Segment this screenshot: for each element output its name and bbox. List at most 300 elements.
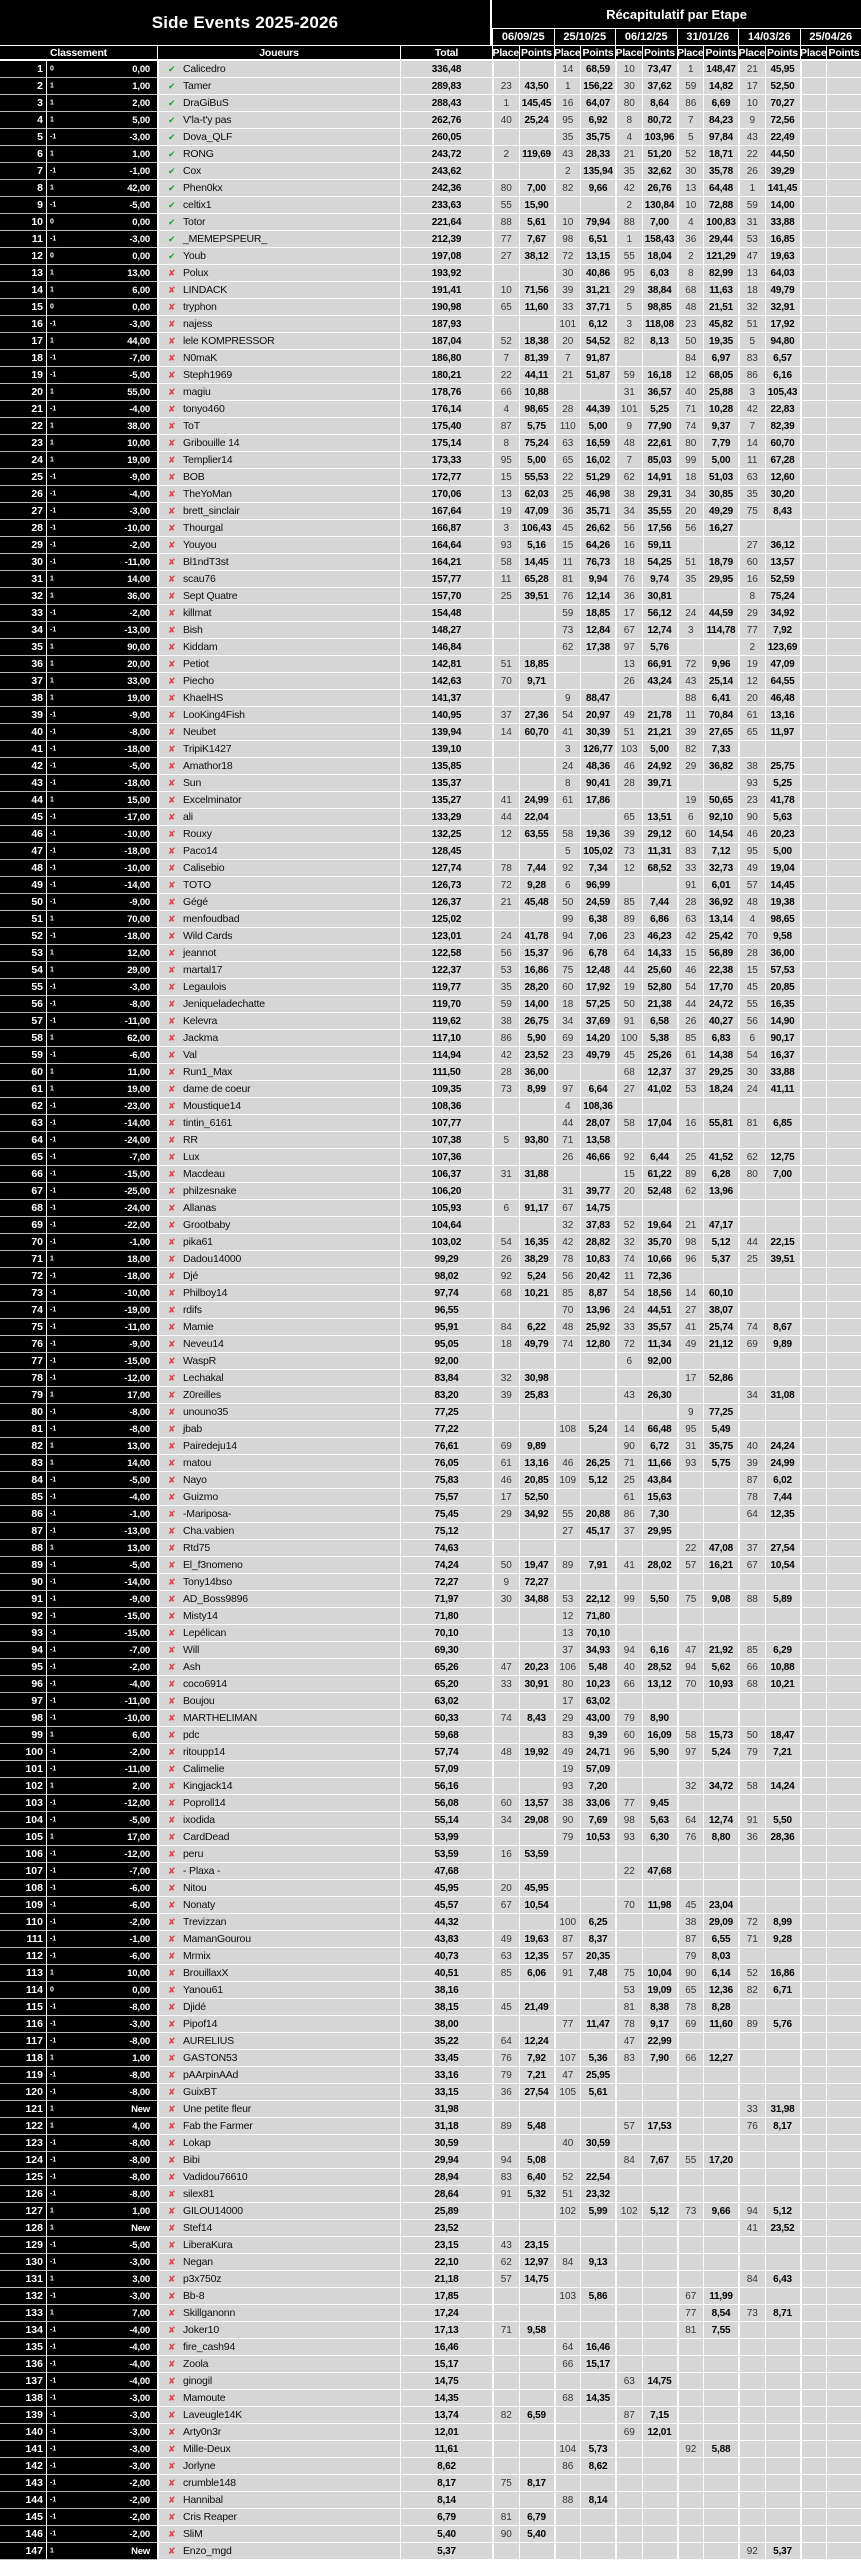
player-cell[interactable] <box>157 1880 400 1897</box>
player-cell[interactable] <box>157 129 400 146</box>
etape-place <box>554 2543 581 2560</box>
x-icon: ✘ <box>168 1508 176 1519</box>
player-cell[interactable] <box>157 1812 400 1829</box>
player-cell[interactable] <box>157 95 400 112</box>
etape-points: 14,35 <box>580 2390 615 2407</box>
player-cell[interactable] <box>157 1047 400 1064</box>
etape-points: 8,71 <box>765 2305 800 2322</box>
etape-points: 14,90 <box>765 1013 800 1030</box>
player-cell[interactable] <box>157 1523 400 1540</box>
rank-cell: 1 <box>0 61 46 78</box>
rank-cell: 103 <box>0 1795 46 1812</box>
player-cell[interactable] <box>157 2016 400 2033</box>
player-cell[interactable] <box>157 571 400 588</box>
etape-points: 12,14 <box>580 588 615 605</box>
rank-cell: 133 <box>0 2305 46 2322</box>
player-cell[interactable] <box>157 1013 400 1030</box>
player-cell[interactable] <box>157 605 400 622</box>
etape-place <box>738 2373 765 2390</box>
player-name: Run1_Max <box>183 1066 233 1078</box>
etape-points <box>826 554 861 571</box>
player-name: Tamer <box>183 80 212 92</box>
etape-place: 35 <box>492 979 519 996</box>
movement-indicator: -1 <box>50 1850 57 1858</box>
movement-indicator: -1 <box>50 354 57 362</box>
player-cell[interactable] <box>157 1557 400 1574</box>
player-cell[interactable] <box>157 2169 400 2186</box>
etape-place <box>677 2254 704 2271</box>
player-cell[interactable] <box>157 979 400 996</box>
player-cell[interactable] <box>157 2067 400 2084</box>
etape-place: 101 <box>554 316 581 333</box>
etape-points <box>642 1608 677 1625</box>
rank-change-cell <box>46 2526 157 2543</box>
movement-indicator: -1 <box>50 2360 57 2368</box>
etape-points: 5,25 <box>642 401 677 418</box>
player-cell[interactable] <box>157 486 400 503</box>
etape-place <box>492 61 519 78</box>
player-cell[interactable] <box>157 1115 400 1132</box>
player-cell[interactable] <box>157 1370 400 1387</box>
rank-cell: 101 <box>0 1761 46 1778</box>
etape-points <box>765 2033 800 2050</box>
player-cell[interactable] <box>157 2373 400 2390</box>
etape-place: 48 <box>615 435 642 452</box>
player-cell[interactable] <box>157 452 400 469</box>
x-icon: ✘ <box>168 505 176 516</box>
player-cell[interactable] <box>157 1064 400 1081</box>
player-cell[interactable] <box>157 1217 400 1234</box>
rank-cell: 137 <box>0 2373 46 2390</box>
player-cell[interactable] <box>157 503 400 520</box>
etape-place <box>800 1353 827 1370</box>
etape-place <box>677 1880 704 1897</box>
etape-points <box>580 197 615 214</box>
player-name: DraGiBuS <box>183 97 229 109</box>
player-cell[interactable] <box>157 537 400 554</box>
rank-cell: 129 <box>0 2237 46 2254</box>
player-cell[interactable] <box>157 1727 400 1744</box>
etape-place <box>800 979 827 996</box>
etape-place <box>800 1948 827 1965</box>
rank-cell: 126 <box>0 2186 46 2203</box>
x-icon: ✘ <box>168 1831 176 1842</box>
player-cell[interactable] <box>157 1081 400 1098</box>
player-cell[interactable] <box>157 2492 400 2509</box>
etape-points <box>826 843 861 860</box>
rank-change-value: -11,00 <box>124 1763 150 1775</box>
etape-place: 94 <box>554 928 581 945</box>
player-cell[interactable] <box>157 1387 400 1404</box>
etape-place: 6 <box>738 1030 765 1047</box>
player-cell[interactable] <box>157 401 400 418</box>
player-cell[interactable] <box>157 469 400 486</box>
player-cell[interactable] <box>157 418 400 435</box>
player-cell[interactable] <box>157 1897 400 1914</box>
etape-place: 42 <box>677 928 704 945</box>
rank-change-value: -2,00 <box>129 607 150 619</box>
player-cell[interactable] <box>157 2101 400 2118</box>
rank-change-value: -12,00 <box>124 1848 150 1860</box>
player-cell[interactable] <box>157 163 400 180</box>
player-cell[interactable] <box>157 2237 400 2254</box>
etape-place: 44 <box>554 1115 581 1132</box>
player-cell[interactable] <box>157 1744 400 1761</box>
etape-place: 87 <box>738 1472 765 1489</box>
rank-change-cell <box>46 2288 157 2305</box>
player-cell[interactable] <box>157 2254 400 2271</box>
player-cell[interactable] <box>157 2356 400 2373</box>
etape-place: 12 <box>554 1608 581 1625</box>
player-cell[interactable] <box>157 962 400 979</box>
etape-points: 45,95 <box>519 1880 554 1897</box>
player-cell[interactable] <box>157 1863 400 1880</box>
player-cell[interactable] <box>157 1438 400 1455</box>
etape-points: 7,12 <box>703 843 738 860</box>
x-icon: ✘ <box>168 1372 176 1383</box>
movement-indicator: -1 <box>50 507 57 515</box>
player-cell[interactable] <box>157 707 400 724</box>
etape-place: 66 <box>554 2356 581 2373</box>
player-name: Nayo <box>183 1474 207 1486</box>
player-cell[interactable] <box>157 2050 400 2067</box>
player-cell[interactable] <box>157 214 400 231</box>
player-cell[interactable] <box>157 877 400 894</box>
player-cell[interactable] <box>157 2084 400 2101</box>
player-cell[interactable] <box>157 231 400 248</box>
player-cell[interactable] <box>157 1608 400 1625</box>
etape-place: 14 <box>677 1285 704 1302</box>
player-cell[interactable] <box>157 2441 400 2458</box>
etape-place: 82 <box>554 180 581 197</box>
etape-place: 77 <box>554 2016 581 2033</box>
player-name: Mille-Deux <box>183 2443 231 2455</box>
etape-points <box>580 1166 615 1183</box>
player-cell[interactable] <box>157 2322 400 2339</box>
rank-cell: 82 <box>0 1438 46 1455</box>
etape-place: 40 <box>677 384 704 401</box>
etape-place: 11 <box>554 554 581 571</box>
rank-change-cell <box>46 1982 157 1999</box>
player-name: TripiK1427 <box>183 743 232 755</box>
etape-place: 70 <box>738 928 765 945</box>
player-cell[interactable] <box>157 1829 400 1846</box>
etape-place: 31 <box>615 384 642 401</box>
player-cell[interactable] <box>157 928 400 945</box>
rank-cell: 144 <box>0 2492 46 2509</box>
player-cell[interactable] <box>157 2339 400 2356</box>
player-cell[interactable] <box>157 1914 400 1931</box>
etape-points: 7,00 <box>642 214 677 231</box>
etape-points: 36,00 <box>765 945 800 962</box>
player-cell[interactable] <box>157 1659 400 1676</box>
etape-points <box>826 979 861 996</box>
rank-cell: 70 <box>0 1234 46 1251</box>
player-cell[interactable] <box>157 1132 400 1149</box>
player-cell[interactable] <box>157 248 400 265</box>
player-cell[interactable] <box>157 367 400 384</box>
movement-indicator: 1 <box>50 388 54 396</box>
player-cell[interactable] <box>157 2543 400 2560</box>
player-cell[interactable] <box>157 775 400 792</box>
player-cell[interactable] <box>157 809 400 826</box>
etape-points: 51,20 <box>642 146 677 163</box>
etape-place: 35 <box>615 163 642 180</box>
player-cell[interactable] <box>157 1931 400 1948</box>
etape-points: 148,47 <box>703 61 738 78</box>
player-cell[interactable] <box>157 1795 400 1812</box>
etape-points <box>703 2033 738 2050</box>
player-cell[interactable] <box>157 1183 400 1200</box>
player-cell[interactable] <box>157 1846 400 1863</box>
etape-place: 92 <box>492 1268 519 1285</box>
etape-place: 21 <box>554 367 581 384</box>
rank-cell: 117 <box>0 2033 46 2050</box>
rank-cell: 47 <box>0 843 46 860</box>
player-cell[interactable] <box>157 1540 400 1557</box>
player-cell[interactable] <box>157 1676 400 1693</box>
total-points: 83,84 <box>400 1370 492 1387</box>
player-cell[interactable] <box>157 1234 400 1251</box>
player-cell[interactable] <box>157 2186 400 2203</box>
etape-place <box>492 2135 519 2152</box>
player-cell[interactable] <box>157 1166 400 1183</box>
rank-change-cell <box>46 2373 157 2390</box>
etape-place <box>738 2424 765 2441</box>
etape-points: 85,03 <box>642 452 677 469</box>
etape-points: 60,10 <box>703 1285 738 1302</box>
rank-change-value: -3,00 <box>129 2426 150 2438</box>
etape-place: 45 <box>492 1999 519 2016</box>
player-cell[interactable] <box>157 724 400 741</box>
etape-place: 90 <box>615 1438 642 1455</box>
rank-cell: 40 <box>0 724 46 741</box>
player-cell[interactable] <box>157 2271 400 2288</box>
etape-place: 13 <box>677 180 704 197</box>
player-cell[interactable] <box>157 2458 400 2475</box>
player-cell[interactable] <box>157 911 400 928</box>
x-icon: ✘ <box>168 573 176 584</box>
etape-points: 26,75 <box>519 1013 554 1030</box>
player-cell[interactable] <box>157 826 400 843</box>
etape-place: 98 <box>615 1812 642 1829</box>
player-cell[interactable] <box>157 2475 400 2492</box>
player-cell[interactable] <box>157 1761 400 1778</box>
etape-points <box>765 2407 800 2424</box>
etape-place: 95 <box>677 1421 704 1438</box>
rank-cell: 64 <box>0 1132 46 1149</box>
etape-place: 90 <box>677 1965 704 1982</box>
player-cell[interactable] <box>157 758 400 775</box>
player-cell[interactable] <box>157 1404 400 1421</box>
player-cell[interactable] <box>157 282 400 299</box>
player-cell[interactable] <box>157 61 400 78</box>
player-cell[interactable] <box>157 639 400 656</box>
player-cell[interactable] <box>157 2118 400 2135</box>
player-cell[interactable] <box>157 2220 400 2237</box>
player-cell[interactable] <box>157 1251 400 1268</box>
player-cell[interactable] <box>157 112 400 129</box>
etape-place: 86 <box>554 2458 581 2475</box>
check-icon: ✔ <box>168 114 176 125</box>
player-cell[interactable] <box>157 1472 400 1489</box>
etape-place <box>800 1149 827 1166</box>
player-name: Bibi <box>183 2154 200 2166</box>
player-cell[interactable] <box>157 435 400 452</box>
movement-indicator: 1 <box>50 1459 54 1467</box>
etape-points <box>765 1880 800 1897</box>
etape-points: 123,69 <box>765 639 800 656</box>
player-cell[interactable] <box>157 554 400 571</box>
player-cell[interactable] <box>157 520 400 537</box>
player-cell[interactable] <box>157 792 400 809</box>
player-cell[interactable] <box>157 1489 400 1506</box>
etape-place <box>800 1761 827 1778</box>
etape-place <box>800 1064 827 1081</box>
etape-points: 29,08 <box>519 1812 554 1829</box>
player-cell[interactable] <box>157 1778 400 1795</box>
player-cell[interactable] <box>157 1285 400 1302</box>
rank-change-value: -11,00 <box>124 1321 150 1333</box>
player-cell[interactable] <box>157 333 400 350</box>
player-cell[interactable] <box>157 2033 400 2050</box>
player-cell[interactable] <box>157 1200 400 1217</box>
etape-place <box>800 2475 827 2492</box>
etape-points: 9,45 <box>642 1795 677 1812</box>
etape-place: 8 <box>677 265 704 282</box>
rank-change-value: -18,00 <box>124 930 150 942</box>
player-cell[interactable] <box>157 1149 400 1166</box>
player-cell[interactable] <box>157 146 400 163</box>
player-cell[interactable] <box>157 1319 400 1336</box>
etape-place: 20 <box>554 333 581 350</box>
movement-indicator: -1 <box>50 1697 57 1705</box>
etape-place <box>677 1710 704 1727</box>
player-cell[interactable] <box>157 2509 400 2526</box>
player-cell[interactable] <box>157 1948 400 1965</box>
player-cell[interactable] <box>157 1506 400 1523</box>
player-cell[interactable] <box>157 2203 400 2220</box>
etape-points: 44,39 <box>580 401 615 418</box>
player-cell[interactable] <box>157 2135 400 2152</box>
player-cell[interactable] <box>157 78 400 95</box>
x-icon: ✘ <box>168 2222 176 2233</box>
player-cell[interactable] <box>157 180 400 197</box>
player-name: Guizmo <box>183 1491 218 1503</box>
player-cell[interactable] <box>157 197 400 214</box>
player-name: Yanou61 <box>183 1984 223 1996</box>
etape-place <box>615 2458 642 2475</box>
etape-place <box>615 2492 642 2509</box>
player-cell[interactable] <box>157 1710 400 1727</box>
etape-place: 89 <box>492 2118 519 2135</box>
player-cell[interactable] <box>157 622 400 639</box>
player-cell[interactable] <box>157 1574 400 1591</box>
player-cell[interactable] <box>157 1642 400 1659</box>
total-points: 107,36 <box>400 1149 492 1166</box>
etape-place: 99 <box>615 1591 642 1608</box>
etape-place: 80 <box>492 180 519 197</box>
player-cell[interactable] <box>157 1965 400 1982</box>
player-cell[interactable] <box>157 2390 400 2407</box>
player-cell[interactable] <box>157 1302 400 1319</box>
etape-place: 72 <box>738 1914 765 1931</box>
player-cell[interactable] <box>157 588 400 605</box>
player-cell[interactable] <box>157 1455 400 1472</box>
player-cell[interactable] <box>157 894 400 911</box>
player-cell[interactable] <box>157 316 400 333</box>
player-cell[interactable] <box>157 1625 400 1642</box>
movement-indicator: 1 <box>50 2054 54 2062</box>
etape-points <box>519 2356 554 2373</box>
rank-change-cell <box>46 673 157 690</box>
player-name: Petiot <box>183 658 209 670</box>
player-cell[interactable] <box>157 1098 400 1115</box>
etape-place: 32 <box>492 1370 519 1387</box>
player-cell[interactable] <box>157 945 400 962</box>
player-cell[interactable] <box>157 690 400 707</box>
total-points: 173,33 <box>400 452 492 469</box>
rank-cell: 33 <box>0 605 46 622</box>
player-cell[interactable] <box>157 384 400 401</box>
player-cell[interactable] <box>157 1268 400 1285</box>
player-cell[interactable] <box>157 1693 400 1710</box>
player-cell[interactable] <box>157 1591 400 1608</box>
player-cell[interactable] <box>157 2305 400 2322</box>
player-name: BrouillaxX <box>183 1967 229 1979</box>
player-name: LINDACK <box>183 284 228 296</box>
player-cell[interactable] <box>157 1999 400 2016</box>
etape-place: 1 <box>738 180 765 197</box>
etape-points: 118,08 <box>642 316 677 333</box>
player-cell[interactable] <box>157 1030 400 1047</box>
player-cell[interactable] <box>157 1353 400 1370</box>
etape-place: 20 <box>677 503 704 520</box>
etape-points <box>826 860 861 877</box>
player-cell[interactable] <box>157 299 400 316</box>
player-cell[interactable] <box>157 265 400 282</box>
rank-change-cell <box>46 367 157 384</box>
player-cell[interactable] <box>157 673 400 690</box>
player-cell[interactable] <box>157 2424 400 2441</box>
etape-place: 36 <box>492 2084 519 2101</box>
x-icon: ✘ <box>168 1984 176 1995</box>
rank-change-cell <box>46 1285 157 1302</box>
player-cell[interactable] <box>157 843 400 860</box>
etape-place: 52 <box>738 1965 765 1982</box>
player-cell[interactable] <box>157 741 400 758</box>
etape-points <box>580 2526 615 2543</box>
player-cell[interactable] <box>157 860 400 877</box>
player-cell[interactable] <box>157 996 400 1013</box>
etape-points <box>826 690 861 707</box>
etape-place: 62 <box>677 1183 704 1200</box>
player-cell[interactable] <box>157 2526 400 2543</box>
player-cell[interactable] <box>157 2288 400 2305</box>
player-cell[interactable] <box>157 2152 400 2169</box>
player-cell[interactable] <box>157 2407 400 2424</box>
player-cell[interactable] <box>157 1421 400 1438</box>
etape-place: 16 <box>738 571 765 588</box>
etape-place: 6 <box>554 877 581 894</box>
player-cell[interactable] <box>157 1982 400 1999</box>
movement-indicator: -1 <box>50 1680 57 1688</box>
player-cell[interactable] <box>157 1336 400 1353</box>
movement-indicator: -1 <box>50 2496 57 2504</box>
total-points: 47,68 <box>400 1863 492 1880</box>
player-cell[interactable] <box>157 656 400 673</box>
player-cell[interactable] <box>157 350 400 367</box>
